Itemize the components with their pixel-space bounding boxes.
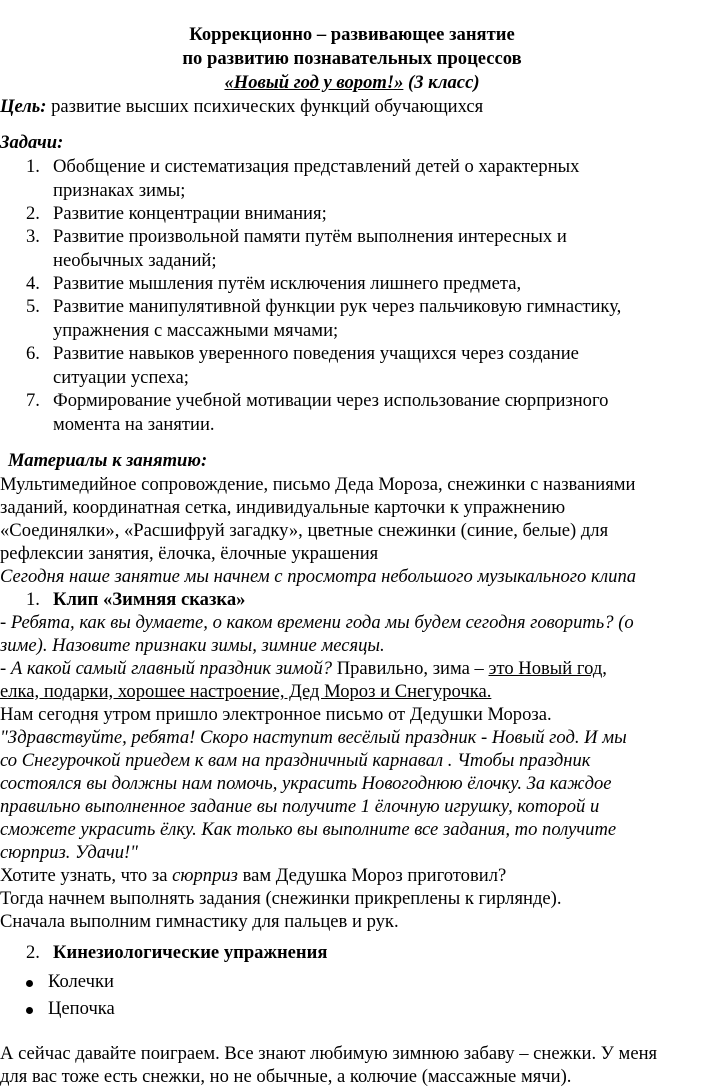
task-number: 2.	[26, 203, 40, 224]
goal-line	[0, 98, 483, 117]
materials-line-4: рефлексии занятия, ёлочка, ёлочные украшения	[0, 543, 379, 564]
task-item-1-line-1: Обобщение и систематизация представлений детей о характерных	[53, 156, 580, 177]
task-item-7-line-1: Формирование учебной мотивации через использование сюрпризного	[53, 390, 609, 411]
email-intro: Нам сегодня утром пришло электронное письмо от Дедушки Мороза.	[0, 704, 552, 725]
section-1-title: Клип «Зимняя сказка»	[53, 589, 246, 610]
surprise-question	[0, 867, 506, 886]
section-number: 2.	[26, 942, 40, 963]
materials-line-3: «Соединялки», «Расшифруй загадку», цветные снежинки (синие, белые) для	[0, 520, 609, 541]
task-number: 4.	[26, 273, 40, 294]
holiday-answer-plain: Правильно, зима –	[332, 658, 489, 679]
holiday-question	[0, 660, 607, 679]
task-item-5-line-2: упражнения с массажными мячами;	[53, 320, 339, 341]
task-item-2-line-1: Развитие концентрации внимания;	[53, 203, 327, 224]
tasks-start-line: Тогда начнем выполнять задания (снежинки прикреплены к гирлянде).	[0, 888, 562, 909]
doc-heading-line-2: по развитию познавательных процессов	[182, 48, 522, 69]
task-item-1-line-2: признаках зимы;	[53, 180, 186, 201]
surprise-question-a: Хотите узнать, что за	[0, 865, 173, 886]
materials-line-2: заданий, координатная сетка, индивидуальные карточки к упражнению	[0, 497, 566, 518]
materials-line-1: Мультимедийное сопровождение, письмо Деда Мороза, снежинки с названиями	[0, 474, 636, 495]
task-item-6-line-2: ситуации успеха;	[53, 367, 189, 388]
goal-text: развитие высших психических функций обучающихся	[46, 96, 484, 117]
letter-line-5: сможете украсить ёлку. Как только вы выполните все задания, то получите	[0, 819, 617, 840]
question-line-2: зиме). Назовите признаки зимы, зимние месяцы.	[0, 635, 385, 656]
task-item-7-line-2: момента на занятии.	[53, 414, 215, 435]
task-number: 3.	[26, 226, 40, 247]
bullet-item-2: Цепочка	[48, 998, 115, 1019]
task-number: 7.	[26, 390, 40, 411]
section-2-title: Кинезиологические упражнения	[53, 942, 328, 963]
task-item-3-line-1: Развитие произвольной памяти путём выполнения интересных и	[53, 226, 567, 247]
doc-title-link[interactable]: «Новый год у ворот!»	[224, 72, 404, 93]
letter-line-2: со Снегурочкой приедем к вам на праздничный карнавал . Чтобы праздник	[0, 750, 591, 771]
materials-label: Материалы к занятию:	[8, 450, 208, 471]
task-number: 1.	[26, 156, 40, 177]
holiday-answer-line-2: елка, подарки, хорошее настроение, Дед Мороз и Снегурочка.	[0, 681, 492, 702]
doc-title-grade: (3 класс)	[403, 72, 480, 93]
bullet-icon	[26, 980, 33, 987]
doc-title	[0, 74, 704, 93]
letter-line-3: состоялся вы должны нам помочь, украсить Новогоднюю ёлочку. За каждое	[0, 773, 612, 794]
letter-line-6: сюрприз. Удачи!"	[0, 842, 138, 863]
holiday-answer-underlined: это Новый год,	[488, 658, 607, 679]
letter-line-1: "Здравствуйте, ребята! Скоро наступит весёлый праздник - Новый год. И мы	[0, 727, 627, 748]
letter-line-4: правильно выполненное задание вы получите 1 ёлочную игрушку, которой и	[0, 796, 600, 817]
task-item-5-line-1: Развитие манипулятивной функции рук через пальчиковую гимнастику,	[53, 296, 622, 317]
surprise-word: сюрприз	[172, 865, 238, 886]
closing-line-2: для вас тоже есть снежки, но не обычные, а колючие (массажные мячи).	[0, 1066, 572, 1087]
bullet-item-1: Колечки	[48, 971, 114, 992]
gymnastics-line: Сначала выполним гимнастику для пальцев и рук.	[0, 911, 399, 932]
closing-line-1: А сейчас давайте поиграем. Все знают любимую зимнюю забаву – снежки. У меня	[0, 1043, 658, 1064]
task-item-6-line-1: Развитие навыков уверенного поведения учащихся через создание	[53, 343, 579, 364]
task-number: 5.	[26, 296, 40, 317]
tasks-label: Задачи:	[0, 132, 64, 153]
lesson-intro: Сегодня наше занятие мы начнем с просмотра небольшого музыкального клипа	[0, 566, 637, 587]
section-number: 1.	[26, 589, 40, 610]
goal-label: Цель:	[0, 96, 47, 117]
task-item-4-line-1: Развитие мышления путём исключения лишнего предмета,	[53, 273, 522, 294]
task-number: 6.	[26, 343, 40, 364]
task-item-3-line-2: необычных заданий;	[53, 250, 217, 271]
surprise-question-c: вам Дедушка Мороз приготовил?	[237, 865, 507, 886]
question-line-1: - Ребята, как вы думаете, о каком времени года мы будем сегодня говорить? (о	[0, 612, 634, 633]
holiday-question-italic: - А какой самый главный праздник зимой?	[0, 658, 333, 679]
doc-heading-line-1: Коррекционно – развивающее занятие	[189, 24, 515, 45]
bullet-icon	[26, 1007, 33, 1014]
